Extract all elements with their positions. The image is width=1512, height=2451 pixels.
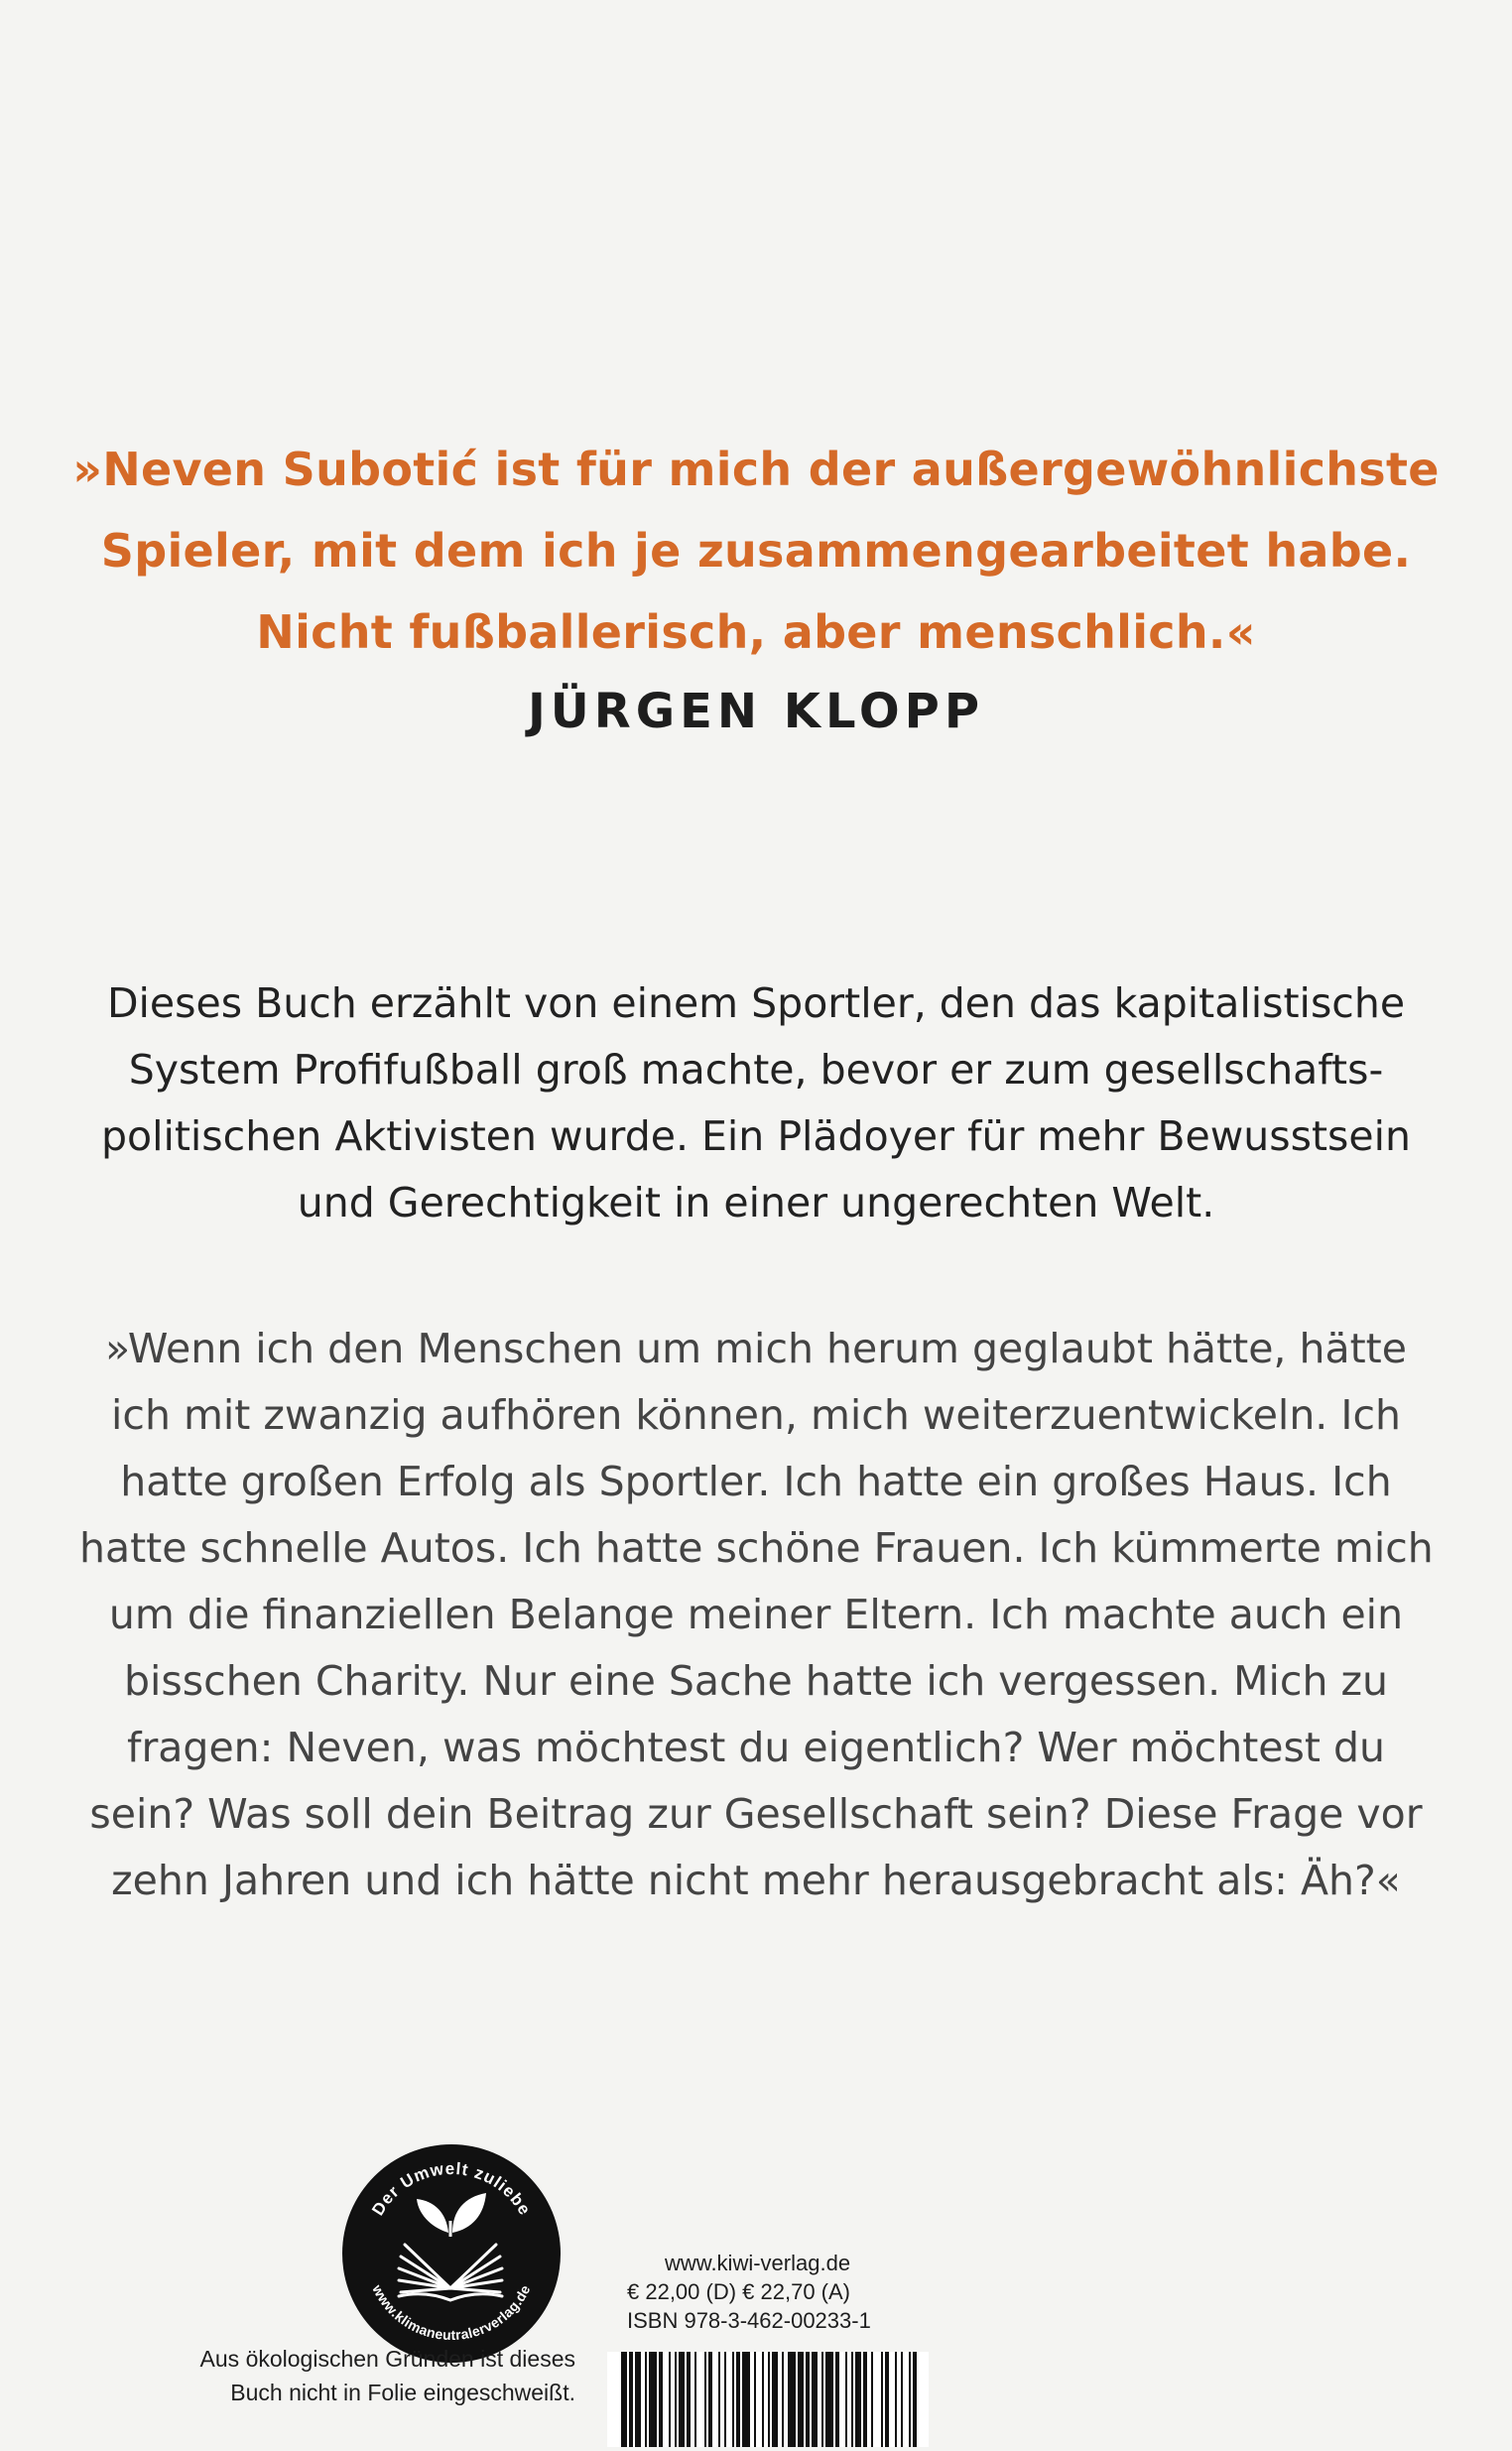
packaging-note-line: Aus ökologischen Gründen ist dieses [199, 2346, 575, 2372]
quote-line: Nicht fußballerisch, aber menschlich.« [256, 605, 1256, 659]
quote-author: JÜRGEN KLOPP [527, 684, 985, 739]
excerpt-line: hatte großen Erfolg als Sportler. Ich hatte ein großes Haus. Ich [120, 1458, 1392, 1505]
quote-line: Spieler, mit dem ich je zusammengearbeitet habe. [100, 524, 1412, 578]
badge-top-text: Der Umwelt zuliebe [368, 2158, 535, 2219]
excerpt-line: bisschen Charity. Nur eine Sache hatte ich vergessen. Mich zu [124, 1657, 1388, 1705]
eco-seal-icon [339, 2141, 564, 2366]
book-description [79, 970, 1433, 1236]
excerpt-line: hatte schnelle Autos. Ich hatte schöne Frauen. Ich kümmerte mich [79, 1524, 1434, 1572]
description-line: politischen Aktivisten wurde. Ein Plädoyer für mehr Bewusstsein [100, 1112, 1412, 1160]
description-line: Dieses Buch erzählt von einem Sportler, den das kapitalistische [106, 979, 1406, 1027]
book-excerpt [79, 1316, 1433, 1914]
excerpt-line: fragen: Neven, was möchtest du eigentlich? Wer möchtest du [127, 1724, 1385, 1771]
price-info: € 22,00 (D) € 22,70 (A) [627, 2279, 851, 2304]
isbn: ISBN 978-3-462-00233-1 [627, 2308, 871, 2333]
description-line: System Profifußball groß machte, bevor er zum gesellschafts- [128, 1046, 1384, 1094]
excerpt-line: um die finanziellen Belange meiner Eltern. Ich machte auch ein [108, 1591, 1404, 1638]
endorsement-quote [0, 429, 1512, 746]
publisher-info [627, 2249, 925, 2335]
barcode-bars [607, 2352, 929, 2447]
packaging-note [149, 2342, 575, 2409]
description-line: und Gerechtigkeit in einer ungerechten Welt. [297, 1179, 1215, 1226]
barcode [607, 2352, 929, 2447]
excerpt-line: zehn Jahren und ich hätte nicht mehr herausgebracht als: Äh?« [111, 1857, 1401, 1904]
excerpt-line: sein? Was soll dein Beitrag zur Gesellschaft sein? Diese Frage vor [89, 1790, 1423, 1838]
excerpt-line: »Wenn ich den Menschen um mich herum geglaubt hätte, hätte [105, 1325, 1407, 1372]
publisher-website: www.kiwi-verlag.de [665, 2251, 851, 2275]
badge-bottom-text: www.klimaneutralerverlag.de [369, 2281, 534, 2344]
packaging-note-line: Buch nicht in Folie eingeschweißt. [230, 2380, 575, 2405]
quote-line: »Neven Subotić ist für mich der außergewöhnlichste [72, 443, 1440, 496]
excerpt-line: ich mit zwanzig aufhören können, mich weiterzuentwickeln. Ich [111, 1391, 1401, 1439]
eco-badge [339, 2141, 564, 2366]
